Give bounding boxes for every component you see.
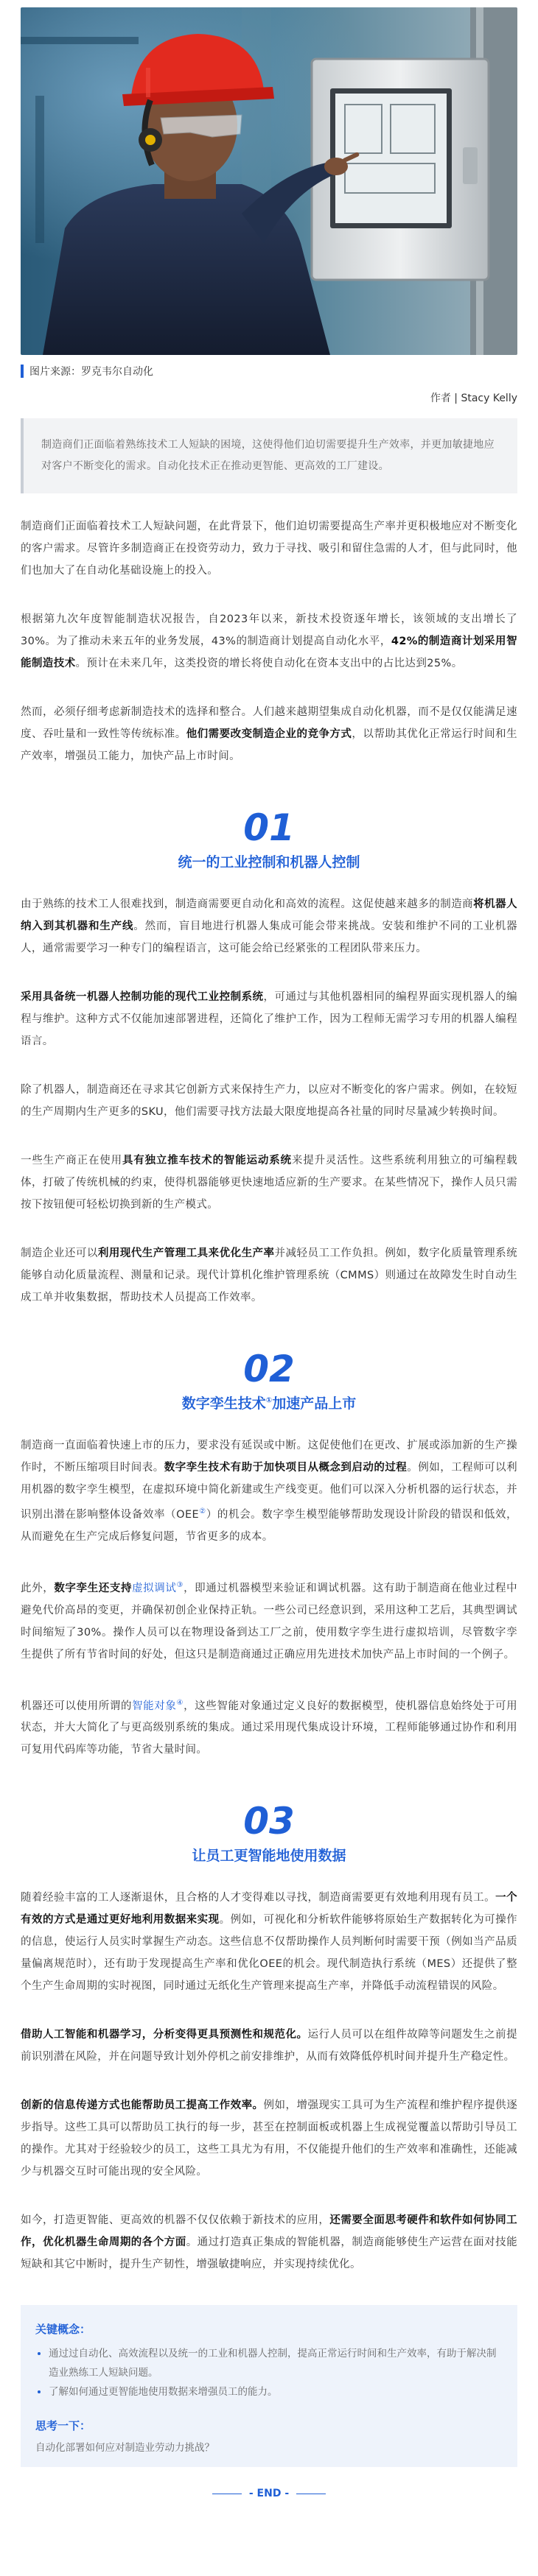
s1-paragraph-5: 制造企业还可以利用现代生产管理工具来优化生产率并减轻员工工作负担。例如，数字化质量管理系统能够自动化质量流程、测量和记录。现代计算机化维护管理系统（CMMS）则通过在故障发生时自动生成工单并收集数据，帮助技术人员提高工作效率。 bbox=[21, 1247, 517, 1303]
key-concepts-title: 关键概念： bbox=[35, 2323, 91, 2337]
list-item: • 通过过自动化、高效流程以及统一的工业和机器人控制，提高正常运行时间和生产效率，有助于解决制造业熟练工人短缺问题。 bbox=[49, 2344, 503, 2382]
smart-object-link[interactable]: 智能对象 bbox=[132, 1700, 177, 1712]
s1-paragraph-1: 由于熟练的技术工人很难找到，制造商需要更自动化和高效的流程。这促使越来越多的制造商将机器人纳入到其机器和生产线。然而，盲目地进行机器人集成可能会带来挑战。安装和维护不同的工业机器人，通常需要学习一种专门的编程语言，这可能会给已经紧张的工程团队带来压力。 bbox=[21, 898, 517, 954]
hero-photo bbox=[21, 7, 517, 355]
footnote-ref-icon[interactable]: ③ bbox=[176, 1580, 184, 1589]
footnote-ref-icon[interactable]: ④ bbox=[176, 1698, 184, 1707]
section-number-01: 01 bbox=[243, 806, 295, 849]
abstract-box: 制造商们正面临着熟练技术工人短缺的困境，这使得他们迫切需要提升生产效率，并更加敏捷地应对客户不断变化的需求。自动化技术正在推动更智能、更高效的工厂建设。 bbox=[21, 418, 517, 493]
s2-paragraph-3: 机器还可以使用所谓的智能对象④，这些智能对象通过定义良好的数据模型，使机器信息始终处于可用状态，并大大简化了与更高级别系统的集成。通过采用现代集成设计环境，工程师能够通过协作和利用可复用代码库等功能，节省大量时间。 bbox=[21, 1698, 518, 1756]
intro-paragraph-3: 然而，必须仔细考虑新制造技术的选择和整合。人们越来越期望集成自动化机器，而不是仅仅能满足速度、吞吐量和一致性等传统标准。他们需要改变制造企业的竞争方式，以帮助其优化正常运行时间和生产效率，增强员工能力，加快产品上市时间。 bbox=[21, 706, 518, 762]
s1-paragraph-2: 采用具备统一机器人控制功能的现代工业控制系统，可通过与其他机器相同的编程界面实现机器人的编程与维护。这种方式不仅能加速部署进程，还简化了维护工作，因为工程师无需学习专用的机器人编程语言。 bbox=[21, 991, 517, 1047]
caption-marker bbox=[21, 365, 24, 378]
s3-paragraph-3: 创新的信息传递方式也能帮助员工提高工作效率。例如，增强现实工具可为生产流程和维护程序提供逐步指导。这些工具可以帮助员工执行的每一步，甚至在控制面板或机器上生成视觉覆盖以帮助引导员工的操作。尤其对于经验较少的员工，这些工具尤为有用，不仅能提升他们的生产效率和准确性，还能减少与机器交互时可能出现的安全风险。 bbox=[21, 2100, 517, 2178]
s2-paragraph-1: 制造商一直面临着快速上市的压力，要求没有延误或中断。这促使他们在更改、扩展或添加新的生产操作时，不断压缩项目时间表。数字孪生技术有助于加快项目从概念到启动的过程。例如，工程师可以利用机器的数字孪生模型，在虚拟环境中简化新建或生产线变更。他们可以深入分析机器的运行状态，并识别出潜在影响整体设备效率（OEE②）的机会。数字孪生模型能够帮助发现设计阶段的错误和低效，从而避免在生产完成后修复问题，节省更多的成本。 bbox=[21, 1440, 517, 1543]
s3-paragraph-2: 借助人工智能和机器学习，分析变得更具预测性和规范化。运行人员可以在组件故障等问题发生之前提前识别潜在风险，并在问题导致计划外停机之前安排维护，从而有效降低停机时间并提升生产稳定性。 bbox=[21, 2029, 517, 2063]
intro-paragraph-2: 根据第九次年度智能制造状况报告，自2023年以来，新技术投资逐年增长，该领域的支出增长了30%。为了推动未来五年的业务发展，43%的制造商计划提高自动化水平，42%的制造商计划采用智能制造技术。预计在未来几年，这类投资的增长将使自动化在资本支出中的占比达到25%。 bbox=[21, 613, 517, 669]
image-caption bbox=[21, 364, 517, 379]
key-concepts-box bbox=[21, 2305, 517, 2467]
end-text: - END - bbox=[248, 2488, 290, 2500]
s3-paragraph-1: 随着经验丰富的工人逐渐退休，且合格的人才变得难以寻找，制造商需要更有效地利用现有员工。一个有效的方式是通过更好地利用数据来实现。例如，可视化和分析软件能够将原始生产数据转化为可操作的信息，使运行人员实时掌握生产动态。这些信息不仅帮助操作人员判断何时需要干预（例如当产品质量偏离规范时），还有助于发现提高生产率和优化OEE的机会。现代制造执行系统（MES）还提供了整个生产生命周期的实时视图，同时通过无纸化生产管理来提高生产率，并降低手动流程错误的风险。 bbox=[21, 1892, 517, 1993]
image-caption-text: 图片来源：罗克韦尔自动化 bbox=[29, 366, 153, 378]
think-title: 思考一下： bbox=[35, 2419, 91, 2433]
s2-paragraph-2: 此外，数字孪生还支持虚拟调试③，即通过机器模型来验证和调试机器。这有助于制造商在他业过程中避免代价高昂的变更，并确保初创企业保持正轨。一些公司已经意识到，采用这种工艺后，其典型调试时间缩短了30%。操作人员可以在物理设备到达工厂之前，使用数字孪生进行虚拟培训，尽管数字孪生提供了所有节省时间的好处，但这只是制造商通过正确应用先进技术加快产品上市时间的一个例子。 bbox=[21, 1580, 517, 1661]
key-concepts-list bbox=[35, 2344, 503, 2401]
footnote-ref-icon[interactable]: ② bbox=[199, 1507, 206, 1516]
s1-paragraph-3: 除了机器人，制造商还在寻求其它创新方式来保持生产力，以应对不断变化的客户需求。例如，在较短的生产周期内生产更多的SKU，他们需要寻找方法最大限度地提高各社量的同时尽量减少转换时间。 bbox=[21, 1084, 517, 1118]
virtual-commissioning-link[interactable]: 虚拟调试 bbox=[132, 1582, 177, 1594]
s1-paragraph-4: 一些生产商正在使用具有独立推车技术的智能运动系统来提升灵活性。这些系统利用独立的可编程载体，打破了传统机械的约束，使得机器能够更快速地适应新的生产要求。在某些情况下，操作人员只需按下按钮便可轻松切换到新的生产模式。 bbox=[21, 1155, 517, 1211]
end-marker bbox=[21, 2488, 517, 2499]
s3-paragraph-4: 如今，打造更智能、更高效的机器不仅仅依赖于新技术的应用，还需要全面思考硬件和软件如何协同工作，优化机器生命周期的各个方面。通过打造真正集成的智能机器，制造商能够使生产运营在面对技能短缺和其它中断时，提升生产韧性，增强敏捷响应，并实现持续优化。 bbox=[21, 2214, 518, 2271]
section-number-03: 03 bbox=[243, 1800, 295, 1843]
think-question: 自动化部署如何应对制造业劳动力挑战？ bbox=[35, 2442, 214, 2454]
list-item: • 了解如何通过更智能地使用数据来增强员工的能力。 bbox=[49, 2382, 503, 2401]
section-title-01: 统一的工业控制和机器人控制 bbox=[178, 854, 360, 870]
article bbox=[0, 7, 538, 2576]
section-title-02: 数字孪生技术①加速产品上市 bbox=[181, 1396, 357, 1412]
intro-paragraph-1: 制造商们正面临着技术工人短缺问题，在此背景下，他们迫切需要提高生产率并更积极地应对不断变化的客户需求。尽管许多制造商正在投资劳动力，致力于寻找、吸引和留住急需的人才，但与此同时，他们也加大了在自动化基础设施上的投入。 bbox=[21, 521, 517, 577]
author-line: 作者 | Stacy Kelly bbox=[430, 393, 517, 404]
section-number-02: 02 bbox=[243, 1348, 295, 1390]
footnote-ref-icon[interactable]: ① bbox=[265, 1396, 273, 1405]
section-title-03: 让员工更智能地使用数据 bbox=[192, 1848, 346, 1865]
